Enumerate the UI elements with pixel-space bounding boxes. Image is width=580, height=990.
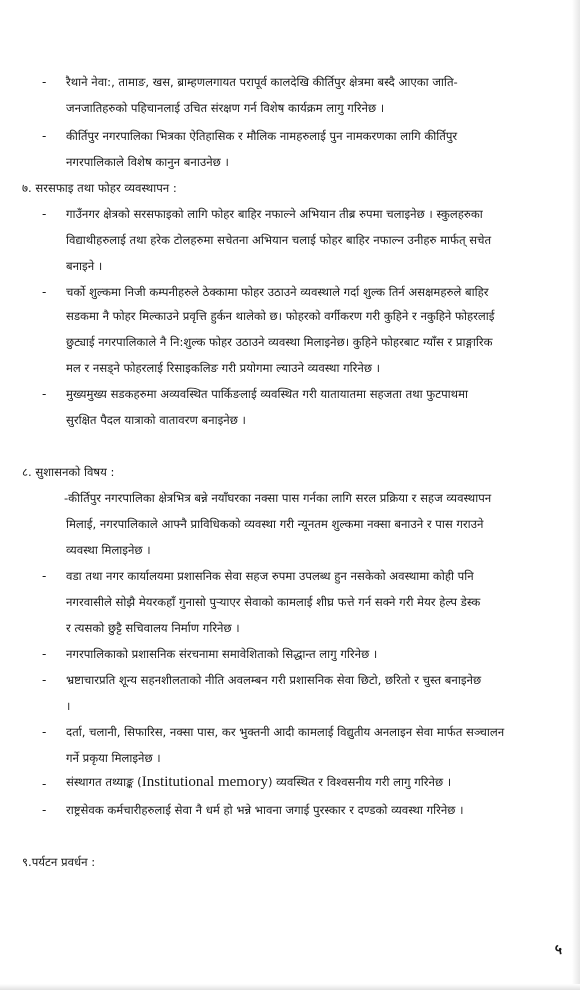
paragraph-line: नगरपालिकाको प्रशासनिक संरचनामा समावेशिताको सिद्धान्त लागु गरिनेछ । xyxy=(66,647,378,661)
bullet-dash: - xyxy=(42,207,47,221)
bullet-dash: - xyxy=(42,285,47,299)
paragraph-line: नगरवासीले सोझै मेयरकहाँ गुनासो पुऱ्याएर सेवाको कामलाई शीघ्र फत्ते गर्न सक्ने गरी मेयर हेल्प डेस्क xyxy=(66,595,481,609)
page-number: ५ xyxy=(554,942,562,958)
paragraph-line: नगरपालिकाले विशेष कानुन बनाउनेछ । xyxy=(66,155,229,169)
text-segment-english: Institutional memory xyxy=(141,774,268,790)
paragraph-line: बनाइने । xyxy=(66,259,103,273)
paragraph-line: भ्रष्टाचारप्रति शून्य सहनशीलताको नीति अवलम्बन गरी प्रशासनिक सेवा छिटो, छरितो र चुस्त बनाइनेछ xyxy=(66,673,482,687)
bullet-dash: - xyxy=(42,75,47,89)
paragraph-line: विद्याथीहरुलाई तथा हरेक टोलहरुमा सचेतना अभियान चलाई फोहर बाहिर नफाल्न उनीहरु मार्फत् सचेत xyxy=(66,233,492,247)
bullet-dash: - xyxy=(42,725,47,739)
bullet-dash: - xyxy=(42,777,47,791)
paragraph-line-mixed xyxy=(66,774,451,790)
page-edge-shadow xyxy=(572,0,580,990)
bullet-dash: - xyxy=(42,647,47,661)
paragraph-line: व्यवस्था मिलाइनेछ । xyxy=(66,543,151,557)
bullet-dash: - xyxy=(42,803,47,817)
paragraph-line: र त्यसको छुट्टै सचिवालय निर्माण गरिनेछ । xyxy=(66,621,240,635)
paragraph-line: गर्ने प्रकृया मिलाइनेछ । xyxy=(66,751,161,765)
paragraph-line: मिलाई, नगरपालिकाले आफ्नै प्राविधिकको व्यवस्था गरी न्यूनतम शुल्कमा नक्सा बनाउने र पास गराउने xyxy=(66,517,484,531)
paragraph-line: गाउँनगर क्षेत्रको सरसफाइको लागि फोहर बाहिर नफाल्ने अभियान तीब्र रुपमा चलाइनेछ । स्कुलहरुका xyxy=(66,207,483,221)
paragraph-line: मल र नसड्ने फोहरलाई रिसाइकलिङ गरी प्रयोगमा ल्याउने व्यवस्था गरिनेछ । xyxy=(66,361,381,375)
paragraph-line: कीर्तिपुर नगरपालिका भित्रका ऐतिहासिक र मौलिक नामहरुलाई पुन नामकरणका लागि कीर्तिपुर xyxy=(66,129,458,143)
paragraph-line: छुट्याई नगरपालिकाले नै नि:शुल्क फोहर उठाउने व्यवस्था मिलाइनेछ। कुहिने फोहरबाट ग्याँस र प्राङ्गारिक xyxy=(66,335,493,349)
paragraph-line: । xyxy=(66,699,71,713)
text-segment: ) व्यवस्थित र विश्वसनीय गरी लागु गरिनेछ । xyxy=(267,775,452,789)
paragraph-line: वडा तथा नगर कार्यालयमा प्रशासनिक सेवा सहज रुपमा उपलब्ध हुन नसकेको अवस्थामा कोही पनि xyxy=(66,569,474,583)
paragraph-line: चर्को शुल्कमा निजी कम्पनीहरुले ठेक्कामा फोहर उठाउने व्यवस्थाले गर्दा शुल्क तिर्न असक्षमहरुले बाहिर xyxy=(66,285,489,299)
bullet-dash: - xyxy=(42,569,47,583)
paragraph-line: रैथाने नेवा:, तामाङ, खस, ब्राम्हणलगायत परापूर्व कालदेखि कीर्तिपुर क्षेत्रमा बस्दै आएका जाति- xyxy=(66,75,458,89)
paragraph-line: सडकमा नै फोहर मिल्काउने प्रवृत्ति हुर्कन थालेको छ। फोहरको वर्गीकरण गरी कुहिने र नकुहिने फोहरलाई xyxy=(66,309,495,323)
page-edge-shadow xyxy=(0,984,580,990)
text-segment: संस्थागत तथ्याङ्क ( xyxy=(66,775,142,789)
section-heading-8: ८. सुशासनको विषय : xyxy=(22,465,115,479)
paragraph-line: -कीर्तिपुर नगरपालिका क्षेत्रभित्र बन्ने नयाँघरका नक्सा पास गर्नका लागि सरल प्रक्रिया र सहज व्यवस्थापन xyxy=(64,491,492,505)
section-heading-9: ९.पर्यटन प्रवर्धन : xyxy=(22,855,96,869)
bullet-dash: - xyxy=(42,673,47,687)
bullet-dash: - xyxy=(42,129,47,143)
paragraph-line: मुख्यमुख्य सडकहरुमा अव्यवस्थित पार्किङलाई व्यवस्थित गरी यातायातमा सहजता तथा फुटपाथमा xyxy=(66,387,469,401)
paragraph-line: दर्ता, चलानी, सिफारिस, नक्सा पास, कर भुक्तनी आदी कामलाई विद्युतीय अनलाइन सेवा मार्फत सञ्चालन xyxy=(66,725,505,739)
bullet-dash: - xyxy=(42,387,47,401)
paragraph-line: राष्ट्रसेवक कर्मचारीहरुलाई सेवा नै धर्म हो भन्ने भावना जगाई पुरस्कार र दण्डको व्यवस्था गरिनेछ । xyxy=(66,803,464,817)
paragraph-line: जनजातिहरुको पहिचानलाई उचित संरक्षण गर्न विशेष कार्यक्रम लागु गरिनेछ । xyxy=(66,101,385,115)
paragraph-line: सुरक्षित पैदल यात्राको वातावरण बनाइनेछ । xyxy=(66,413,246,427)
section-heading-7: ७. सरसफाइ तथा फोहर व्यवस्थापन : xyxy=(22,181,177,195)
